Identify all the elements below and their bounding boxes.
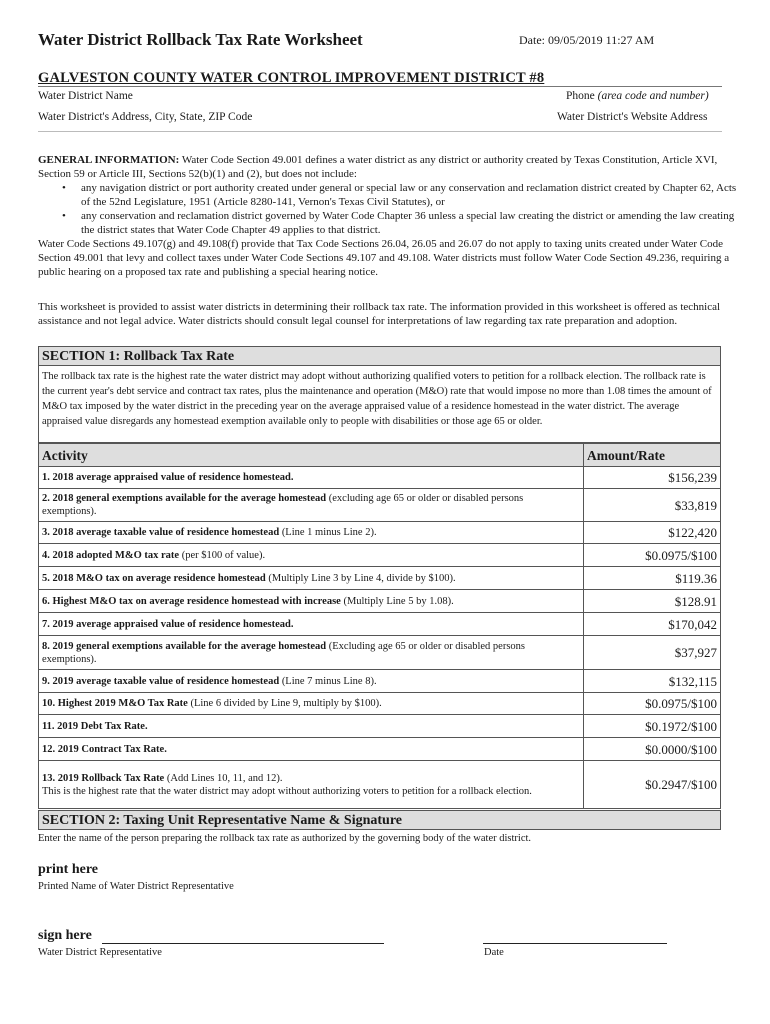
table-row: 1. 2018 average appraised value of residence homestead. $156,239	[39, 467, 721, 489]
table-row: 10. Highest 2019 M&O Tax Rate (Line 6 divided by Line 9, multiply by $100). $0.0975/$100	[39, 693, 721, 715]
amount-cell[interactable]: $0.0975/$100	[584, 693, 721, 715]
general-information-heading: GENERAL INFORMATION:	[38, 154, 180, 166]
table-row: 13. 2019 Rollback Tax Rate (Add Lines 10, 11, and 12). This is the highest rate that the water district may adopt without authorizing voters to petition for a rollback election. $0.2947/$100	[39, 761, 721, 809]
amount-cell[interactable]: $132,115	[584, 670, 721, 693]
printed-name-label: Printed Name of Water District Representative	[38, 881, 234, 892]
table-row: 12. 2019 Contract Tax Rate. $0.0000/$100	[39, 738, 721, 761]
section2-instruction: Enter the name of the person preparing the rollback tax rate as authorized by the governing body of the water district.	[38, 833, 532, 844]
district-name-underline	[38, 86, 722, 87]
print-here-label: print here	[38, 862, 99, 877]
table-row: 5. 2018 M&O tax on average residence homestead (Multiply Line 3 by Line 4, divide by $100). $119.36	[39, 567, 721, 590]
table-header-row	[39, 444, 721, 467]
water-district-name: GALVESTON COUNTY WATER CONTROL IMPROVEMENT DISTRICT #8	[38, 70, 545, 86]
amount-cell[interactable]: $122,420	[584, 522, 721, 544]
exclusion-list	[62, 181, 738, 237]
table-row: 6. Highest M&O tax on average residence homestead with increase (Multiply Line 5 by 1.08). $128.91	[39, 590, 721, 613]
amount-cell[interactable]: $0.0975/$100	[584, 544, 721, 567]
signature-field[interactable]	[102, 943, 384, 944]
table-row: 4. 2018 adopted M&O tax rate (per $100 of value). $0.0975/$100	[39, 544, 721, 567]
amount-cell[interactable]: $156,239	[584, 467, 721, 489]
table-row: 7. 2019 average appraised value of residence homestead. $170,042	[39, 613, 721, 636]
table-row: 11. 2019 Debt Tax Rate. $0.1972/$100	[39, 715, 721, 738]
representative-label: Water District Representative	[38, 947, 162, 958]
amount-cell[interactable]: $37,927	[584, 636, 721, 670]
list-item: • any conservation and reclamation district governed by Water Code Chapter 36 unless a special law creating the district or amending the law creating the district states that Water Code Chapter 49 applies to that district.	[62, 209, 738, 237]
amount-cell[interactable]: $119.36	[584, 567, 721, 590]
assistance-notice: This worksheet is provided to assist water districts in determining their rollback tax rate. The information provided in this worksheet is offered as technical assistance and not legal advice. Water districts should consult legal counsel for interpretations of law regarding tax rate preparation and adoption.	[38, 301, 721, 327]
amount-cell[interactable]: $0.2947/$100	[584, 761, 721, 809]
table-row: 2. 2018 general exemptions available for the average homestead (excluding age 65 or older or disabled persons exemptions). $33,819	[39, 489, 721, 522]
amount-cell[interactable]: $0.0000/$100	[584, 738, 721, 761]
phone-label: Phone (area code and number)	[566, 90, 709, 102]
sign-here-label: sign here	[38, 928, 92, 943]
address-label: Water District's Address, City, State, ZIP Code	[38, 111, 253, 123]
list-item: • any navigation district or port authority created under general or special law or any conservation and reclamation district created by Chapter 62, Acts of the 52nd Legislature, 1951 (Article 8280-141, Vernon's Texas Civil Statutes), or	[62, 181, 738, 209]
amount-cell[interactable]: $128.91	[584, 590, 721, 613]
form-date: Date: 09/05/2019 11:27 AM	[519, 33, 655, 47]
date-label: Date	[484, 947, 504, 958]
amount-cell[interactable]: $170,042	[584, 613, 721, 636]
website-label: Water District's Website Address	[557, 111, 708, 123]
form-title: Water District Rollback Tax Rate Worksheet	[38, 30, 363, 49]
section2-heading: SECTION 2: Taxing Unit Representative Name & Signature	[38, 810, 721, 830]
table-row: 3. 2018 average taxable value of residence homestead (Line 1 minus Line 2). $122,420	[39, 522, 721, 544]
rollback-worksheet-table	[38, 443, 721, 809]
general-closing: Water Code Sections 49.107(g) and 49.108(f) provide that Tax Code Sections 26.04, 26.05 and 26.07 do not apply to taxing units created under Water Code Section 49.001 that levy and collect taxes under Water Code Sections 49.107 and 49.108. Water districts must follow Water Code Section 49.236, requiring a public hearing on a proposed tax rate and publishing a special hearing notice.	[38, 238, 730, 278]
amount-cell[interactable]: $0.1972/$100	[584, 715, 721, 738]
header-divider	[38, 131, 722, 132]
amount-cell[interactable]: $33,819	[584, 489, 721, 522]
general-information: GENERAL INFORMATION: Water Code Section 49.001 defines a water district as any district or authority created by Texas Constitution, Article XVI, Section 59 or Article III, Sections 52(b)(1) and (2), but does not include: • any navigation district or port authority created under general or special law or any conservation and reclamation district created by Chapter 62, Acts of the 52nd Legislature, 1951 (Article 8280-141, Vernon's Texas Civil Statutes), or • any conservation and reclamation district governed by Water Code Chapter 36 unless a special law creating the district or amending the law creating the district states that Water Code Chapter 49 applies to that district. Water Code Sections 49.107(g) and 49.108(f) provide that Tax Code Sections 26.04, 26.05 and 26.07 do not apply to taxing units created under Water Code Section 49.001 that levy and collect taxes under Water Code Sections 49.107 and 49.108. Water districts must follow Water Code Section 49.236, requiring a public hearing on a proposed tax rate and publishing a special hearing notice.	[38, 153, 738, 279]
section1-heading: SECTION 1: Rollback Tax Rate	[38, 346, 721, 366]
amount-column-header: Amount/Rate	[584, 444, 721, 467]
activity-column-header: Activity	[39, 444, 584, 467]
water-district-name-label: Water District Name	[38, 90, 133, 102]
table-row: 8. 2019 general exemptions available for the average homestead (Excluding age 65 or older or disabled persons exemptions). $37,927	[39, 636, 721, 670]
date-field[interactable]	[483, 943, 667, 944]
section1-description: The rollback tax rate is the highest rate the water district may adopt without authorizing qualified voters to petition for a rollback election. The rollback rate is the current year's debt service and contract tax rates, plus the maintenance and operation (M&O) rate that would impose no more than 1.08 times the amount of M&O tax imposed by the water district in the preceding year on the average appraised value of a residence homestead in the water district. The average appraised value disregards any homestead exemption available only to people with disabilities or those age 65 or older.	[38, 366, 721, 443]
table-row: 9. 2019 average taxable value of residence homestead (Line 7 minus Line 8). $132,115	[39, 670, 721, 693]
